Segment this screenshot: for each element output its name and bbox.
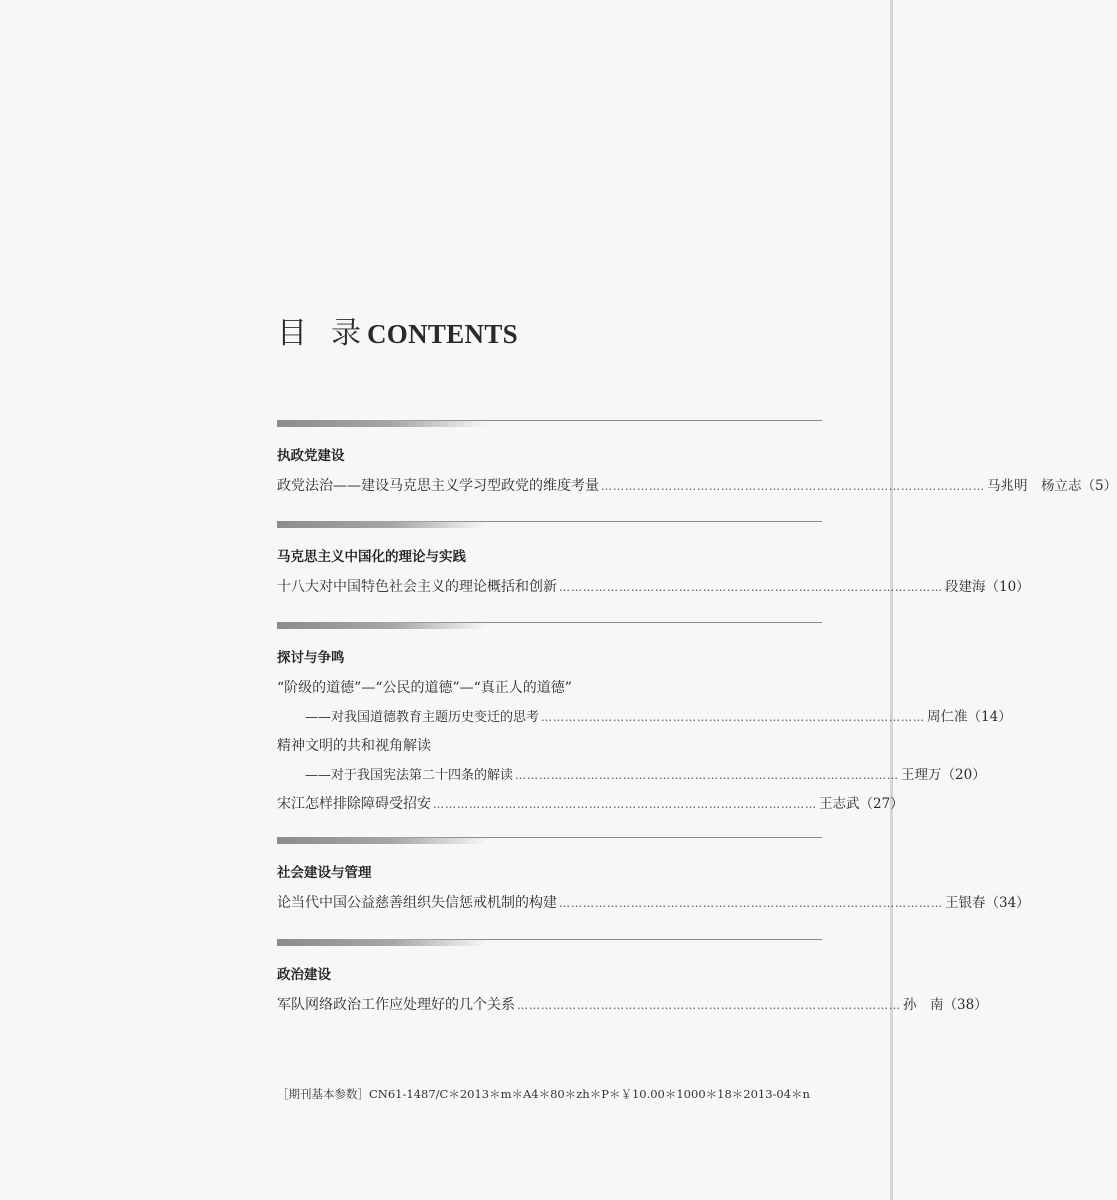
section-heading: 政治建设 [277, 967, 331, 983]
section-rule [277, 837, 822, 845]
entry-title: 政党法治——建设马克思主义学习型政党的维度考量 [277, 478, 599, 494]
entry-title: 军队网络政治工作应处理好的几个关系 [277, 997, 515, 1013]
leader-dots: …………………………………………………………………………………… [559, 581, 943, 594]
entry-subtitle: ——对于我国宪法第二十四条的解读 [305, 768, 514, 783]
section-rule [277, 521, 822, 529]
section-heading: 社会建设与管理 [277, 865, 372, 881]
section-heading: 探讨与争鸣 [277, 650, 345, 666]
leader-dots: …………………………………………………………………………………… [517, 999, 901, 1012]
title-en: CONTENTS [367, 319, 518, 349]
entry-author-page: 马兆明 杨立志（5） [987, 478, 1117, 494]
title-cn-2: 录 [331, 316, 361, 351]
journal-parameters: ［期刊基本参数］CN61-1487/C＊2013＊m＊A4＊80＊zh＊P＊￥10.00＊1000＊18＊2013-04＊n [277, 1087, 810, 1101]
entry-title: 宋江怎样排除障碍受招安 [277, 796, 431, 812]
toc-entry[interactable] [277, 991, 988, 1020]
toc-entry[interactable] [277, 790, 904, 819]
section-rule [277, 622, 822, 630]
leader-dots: …………………………………………………………………………………… [601, 480, 985, 493]
toc-section-social [277, 837, 1030, 918]
entry-subtitle: ——对我国道德教育主题历史变迁的思考 [305, 710, 540, 725]
entry-author-page: 王银春（34） [945, 895, 1030, 911]
toc-entry[interactable] [277, 761, 986, 790]
toc-section-political [277, 939, 988, 1020]
entry-author-page: 孙 南（38） [903, 997, 988, 1013]
toc-section-discussion [277, 622, 1012, 819]
leader-dots: …………………………………………………………………………………… [515, 769, 900, 782]
toc-entry[interactable] [277, 889, 1030, 918]
toc-entry-title-line[interactable]: “阶级的道德”—“公民的道德”—“真正人的道德” [277, 680, 572, 696]
entry-author-page: 周仁准（14） [927, 709, 1012, 725]
leader-dots: …………………………………………………………………………………… [559, 897, 943, 910]
entry-title: 十八大对中国特色社会主义的理论概括和创新 [277, 579, 557, 595]
section-heading: 执政党建设 [277, 448, 345, 464]
entry-title: 论当代中国公益慈善组织失信惩戒机制的构建 [277, 895, 557, 911]
toc-entry-title-line[interactable]: 精神文明的共和视角解读 [277, 738, 431, 754]
toc-section-party-building [277, 420, 1117, 501]
toc-entry[interactable] [277, 472, 1117, 501]
toc-entry[interactable] [277, 703, 1012, 732]
section-rule [277, 939, 822, 947]
leader-dots: …………………………………………………………………………………… [541, 711, 926, 724]
entry-author-page: 王理万（20） [901, 767, 986, 783]
title-cn-1: 目 [277, 316, 307, 351]
entry-author-page: 段建海（10） [945, 579, 1030, 595]
section-heading: 马克思主义中国化的理论与实践 [277, 549, 466, 565]
section-rule [277, 420, 822, 428]
leader-dots: …………………………………………………………………………………… [433, 798, 817, 811]
toc-section-marxism [277, 521, 1030, 602]
toc-entry[interactable] [277, 573, 1030, 602]
contents-title [277, 308, 518, 358]
entry-author-page: 王志武（27） [819, 796, 904, 812]
